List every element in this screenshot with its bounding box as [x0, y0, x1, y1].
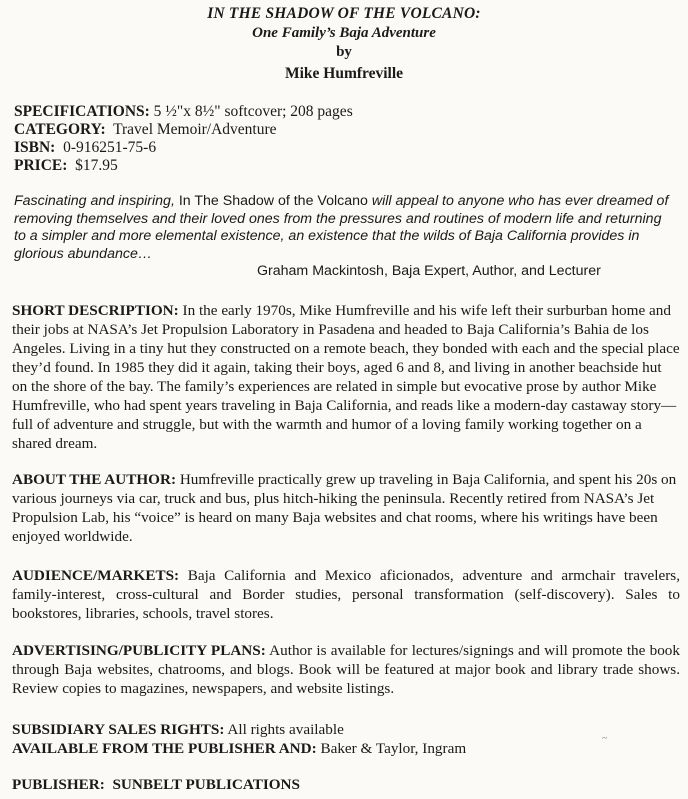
spec-label: SPECIFICATIONS:: [14, 103, 150, 120]
section-text: In the early 1970s, Mike Humfreville and his wife left their surburban home and their jobs at NASA’s Jet Propulsion Laboratory in Pasadena and headed to Baja California’s Bahia de los Angeles. Living in a tiny hut they constructed on a remote beach, they bonded with each and the special place they’d found. In 1985 they did it again, taking their boys, aged 6 and 8, and living in another beachside hut on the shore of the bay. The family’s experiences are related in simple but evocative prose by author Mike Humfreville, who had spent years traveling in Baja California, and reads like a modern-day castaway story—full of adventure and struggle, but with the warmth and humor of a loving family working together on a shared dream.: [12, 302, 680, 452]
advertising-section: [12, 641, 680, 698]
section-label: SUBSIDIARY SALES RIGHTS:: [12, 721, 225, 738]
book-subtitle: One Family’s Baja Adventure: [252, 25, 436, 41]
endorsement-quote: [14, 193, 674, 281]
quote-part-2: will appeal to anyone who has ever dreamed of removing themselves and their loved ones from the pressures and routines of modern life and returning to a simpler and more elemental existence, an existence that the wilds of Baja California provides in glorious abundance…: [14, 193, 669, 262]
spec-row-isbn: [14, 139, 353, 157]
quote-text: [14, 193, 674, 263]
spec-value: 0-916251-75-6: [63, 139, 157, 156]
spec-value: $17.95: [75, 157, 118, 174]
book-title: IN THE SHADOW OF THE VOLCANO:: [207, 5, 481, 22]
spec-value: Travel Memoir/Adventure: [113, 121, 277, 138]
section-label: SHORT DESCRIPTION:: [12, 302, 179, 319]
publisher-label: PUBLISHER:: [12, 776, 105, 793]
section-text: Author is available for lectures/signings and will promote the book through Baja websites, chatrooms, and blogs. Book will be featured at major book and library trade shows. Review copies to magazines, newspapers, and website listings.: [12, 642, 680, 697]
quote-attribution: Graham Mackintosh, Baja Expert, Author, and Lecturer: [257, 263, 601, 279]
subsidiary-rights-row: [12, 720, 680, 739]
section-text: Humfreville practically grew up traveling in Baja California, and spent his 20s on various journeys via car, truck and bus, plus hitch-hiking the peninsula. Recently retired from NASA’s Jet Propulsion Lab, his “voice” is heard on many Baja websites and chat rooms, where his writings have been enjoyed worldwide.: [12, 471, 677, 545]
document-header: [0, 0, 688, 84]
by-line: by: [336, 44, 352, 60]
handwritten-mark: ~: [601, 732, 609, 745]
section-label: AVAILABLE FROM THE PUBLISHER AND:: [12, 740, 317, 757]
author-name: Mike Humfreville: [284, 65, 404, 82]
spec-value: 5 ½"x 8½" softcover; 208 pages: [153, 103, 353, 120]
specifications-block: [14, 103, 353, 175]
audience-markets-section: [12, 566, 680, 623]
section-label: ADVERTISING/PUBLICITY PLANS:: [12, 642, 266, 659]
spec-label: ISBN:: [14, 139, 56, 156]
spec-label: PRICE:: [14, 157, 68, 174]
section-label: ABOUT THE AUTHOR:: [12, 471, 177, 488]
publisher-name: SUNBELT PUBLICATIONS: [112, 776, 300, 793]
section-label: AUDIENCE/MARKETS:: [12, 567, 180, 584]
availability-row: [12, 739, 680, 758]
spec-row-price: [14, 157, 353, 175]
spec-row-specifications: [14, 103, 353, 121]
quote-book-title: In The Shadow of the Volcano: [178, 193, 368, 209]
quote-part-1: Fascinating and inspiring,: [14, 193, 175, 209]
section-text: Baker & Taylor, Ingram: [320, 740, 467, 757]
spec-row-category: [14, 121, 353, 139]
rights-availability-section: [12, 720, 680, 758]
short-description-section: [12, 301, 680, 453]
publisher-section: [12, 775, 680, 794]
section-text: Baja California and Mexico aficionados, adventure and armchair travelers, family-interest, cross-cultural and Border studies, personal transformation (self-discovery). Sales to bookstores, libraries, schools, travel stores.: [12, 567, 681, 622]
section-text: All rights available: [227, 721, 344, 738]
about-author-section: [12, 470, 680, 546]
spec-label: CATEGORY:: [14, 121, 106, 138]
